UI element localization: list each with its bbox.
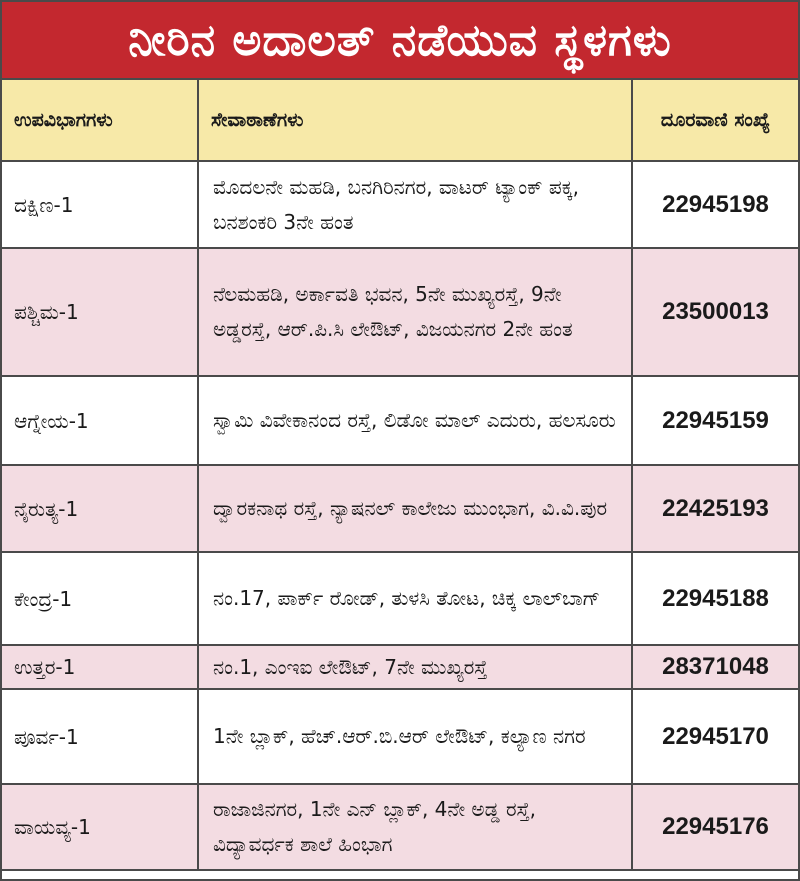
place-cell: 1ನೇ ಬ್ಲಾಕ್, ಹೆಚ್.ಆರ್.ಬಿ.ಆರ್ ಲೇಔಟ್, ಕಲ್ಯಾಣ ನಗರ <box>198 689 632 784</box>
phone-cell: 23500013 <box>632 248 798 376</box>
phone-cell: 22945159 <box>632 376 798 465</box>
subdivision-cell: ಕೇಂದ್ರ-1 <box>2 552 198 645</box>
table-header-row <box>2 80 798 161</box>
place-cell: ನಂ.17, ಪಾರ್ಕ್ ರೋಡ್, ತುಳಸಿ ತೋಟ, ಚಿಕ್ಕ ಲಾಲ್‌ಬಾಗ್ <box>198 552 632 645</box>
phone-cell: 22945188 <box>632 552 798 645</box>
subdivision-cell: ಪೂರ್ವ-1 <box>2 689 198 784</box>
phone-cell: 22945170 <box>632 689 798 784</box>
subdivision-cell: ವಾಯವ್ಯ-1 <box>2 784 198 870</box>
place-cell: ನೆಲಮಹಡಿ, ಅರ್ಕಾವತಿ ಭವನ, 5ನೇ ಮುಖ್ಯರಸ್ತೆ, 9ನೇ ಅಡ್ಡರಸ್ತೆ, ಆರ್.ಪಿ.ಸಿ ಲೇಔಟ್, ವಿಜಯನಗರ 2ನೇ ಹಂತ <box>198 248 632 376</box>
subdivision-cell: ಉತ್ತರ-1 <box>2 645 198 689</box>
place-cell: ನಂ.1, ಎಂಇಐ ಲೇಔಟ್, 7ನೇ ಮುಖ್ಯರಸ್ತೆ <box>198 645 632 689</box>
phone-cell: 22945176 <box>632 784 798 870</box>
header-subdivision: ಉಪವಿಭಾಗಗಳು <box>2 80 198 161</box>
table-row <box>2 784 798 870</box>
table-row <box>2 465 798 552</box>
phone-cell: 28371048 <box>632 645 798 689</box>
table-row <box>2 552 798 645</box>
phone-cell: 22425193 <box>632 465 798 552</box>
subdivision-cell: ಆಗ್ನೇಯ-1 <box>2 376 198 465</box>
page-title: ನೀರಿನ ಅದಾಲತ್ ನಡೆಯುವ ಸ್ಥಳಗಳು <box>2 2 798 80</box>
subdivision-cell: ದಕ್ಷಿಣ-1 <box>2 161 198 248</box>
phone-cell: 22945198 <box>632 161 798 248</box>
header-service-centers: ಸೇವಾಠಾಣೆಗಳು <box>198 80 632 161</box>
table-row <box>2 689 798 784</box>
place-cell: ಸ್ವಾಮಿ ವಿವೇಕಾನಂದ ರಸ್ತೆ, ಲಿಡೋ ಮಾಲ್ ಎದುರು, ಹಲಸೂರು <box>198 376 632 465</box>
place-cell: ಮೊದಲನೇ ಮಹಡಿ, ಬನಗಿರಿನಗರ, ವಾಟರ್ ಟ್ಯಾಂಕ್ ಪಕ್ಕ, ಬನಶಂಕರಿ 3ನೇ ಹಂತ <box>198 161 632 248</box>
subdivision-cell: ನೈರುತ್ಯ-1 <box>2 465 198 552</box>
place-cell: ದ್ವಾರಕನಾಥ ರಸ್ತೆ, ನ್ಯಾಷನಲ್ ಕಾಲೇಜು ಮುಂಭಾಗ, ವಿ.ವಿ.ಪುರ <box>198 465 632 552</box>
table-row <box>2 161 798 248</box>
table-row <box>2 645 798 689</box>
locations-table <box>2 80 798 871</box>
subdivision-cell: ಪಶ್ಚಿಮ-1 <box>2 248 198 376</box>
place-cell: ರಾಜಾಜಿನಗರ, 1ನೇ ಎನ್ ಬ್ಲಾಕ್, 4ನೇ ಅಡ್ಡ ರಸ್ತೆ, ವಿದ್ಯಾವರ್ಧಕ ಶಾಲೆ ಹಿಂಭಾಗ <box>198 784 632 870</box>
table-row <box>2 376 798 465</box>
header-phone: ದೂರವಾಣಿ ಸಂಖ್ಯೆ <box>632 80 798 161</box>
table-row <box>2 248 798 376</box>
